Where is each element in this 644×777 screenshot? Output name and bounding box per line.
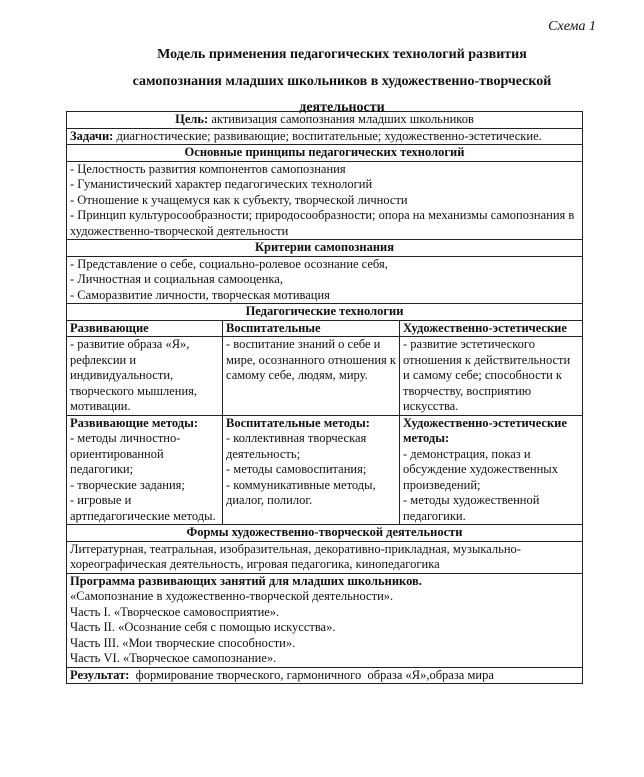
methods-title: Развивающие методы:: [70, 415, 199, 430]
goal-cell: [67, 112, 583, 129]
method-item: - творческие задания;: [70, 477, 185, 492]
column-header-aesthetic: Художественно-эстетические: [400, 320, 583, 337]
principles-heading-row: [67, 145, 583, 162]
forms-heading: Формы художественно-творческой деятельности: [67, 525, 583, 542]
result-cell: [67, 667, 583, 684]
program-line: «Самопознание в художественно-творческой деятельности».: [70, 589, 394, 603]
title-line: самопознания младших школьников в художественно-творческой: [132, 73, 552, 89]
methods-developing: [67, 415, 223, 525]
methods-title: Воспитательные методы:: [226, 415, 370, 430]
forms-heading-row: [67, 525, 583, 542]
technologies-header-row: [67, 320, 583, 337]
criteria-heading-row: [67, 240, 583, 257]
program-line: Часть III. «Мои творческие способности».: [70, 635, 296, 650]
title-line: Модель применения педагогических технологий развития: [157, 47, 527, 62]
principles-row: [67, 161, 583, 240]
goal-label: Цель:: [175, 112, 209, 126]
criteria-heading: Критерии самопознания: [67, 240, 583, 257]
methods-educational: [223, 415, 400, 525]
column-header-developing: Развивающие: [67, 320, 223, 337]
description-educational: - воспитание знаний о себе и мире, осознанного отношения к самому себе, людям, миру.: [223, 337, 400, 416]
principle-item: - Отношение к учащемуся как к субъекту, творческой личности: [70, 192, 408, 207]
tasks-text: диагностические; развивающие; воспитательные; художественно-эстетические.: [113, 128, 542, 143]
column-header-educational: Воспитательные: [223, 320, 400, 337]
principle-item: - Целостность развития компонентов самопознания: [70, 161, 346, 176]
program-row: [67, 573, 583, 667]
method-item: - демонстрация, показ и обсуждение художественных произведений;: [403, 446, 558, 492]
result-row: [67, 667, 583, 684]
goal-text: активизация самопознания младших школьников: [208, 112, 474, 126]
program-cell: [67, 573, 583, 667]
technologies-methods-row: [67, 415, 583, 525]
goal-row: [67, 112, 583, 129]
technologies-heading: Педагогические технологии: [67, 304, 583, 321]
method-item: - коллективная творческая деятельность;: [226, 431, 367, 461]
principle-item: - Принцип культуросообразности; природосообразности; опора на механизмы самопознания в художественно-творческой деятельности: [70, 208, 575, 238]
criteria-item: - Личностная и социальная самооценка,: [70, 272, 283, 286]
program-line: Часть II. «Осознание себя с помощью искусства».: [70, 620, 336, 634]
technologies-description-row: [67, 337, 583, 416]
tasks-row: [67, 128, 583, 145]
technologies-heading-row: [67, 304, 583, 321]
principles-cell: [67, 161, 583, 240]
model-table: [66, 111, 583, 684]
criteria-item: - Представление о себе, социально-ролевое осознание себя,: [70, 256, 388, 271]
forms-text: Литературная, театральная, изобразительная, декоративно-прикладная, музыкально-хореографическая деятельность, игровая педагогика, кинопедагогика: [67, 541, 583, 573]
methods-aesthetic: [400, 415, 583, 525]
program-title: Программа развивающих занятий для младших школьников.: [70, 573, 422, 588]
principles-heading: Основные принципы педагогических технологий: [67, 145, 583, 162]
criteria-row: [67, 256, 583, 304]
description-aesthetic: - развитие эстетического отношения к действительности и самому себе; способности к творчеству, восприятию искусства.: [400, 337, 583, 416]
result-text: формирование творческого, гармоничного образа «Я»,образа мира: [129, 667, 494, 682]
criteria-item: - Саморазвитие личности, творческая мотивация: [70, 287, 330, 302]
title-line: деятельности: [299, 100, 385, 115]
document-title: [66, 42, 618, 122]
methods-title: Художественно-эстетические методы:: [403, 415, 567, 445]
method-item: - методы художественной педагогики.: [403, 493, 540, 523]
method-item: - методы самовоспитания;: [226, 462, 367, 476]
criteria-cell: [67, 256, 583, 304]
tasks-label: Задачи:: [70, 128, 114, 143]
program-line: Часть I. «Творческое самовосприятие».: [70, 604, 280, 619]
method-item: - игровые и артпедагогические методы.: [70, 493, 216, 523]
scheme-label: Схема 1: [548, 19, 596, 34]
forms-row: [67, 541, 583, 573]
description-developing: - развитие образа «Я», рефлексии и индивидуальности, творческого мышления, мотивации.: [67, 337, 223, 416]
result-label: Результат:: [70, 667, 130, 682]
principle-item: - Гуманистический характер педагогических технологий: [70, 177, 373, 191]
tasks-cell: [67, 128, 583, 145]
program-line: Часть VI. «Творческое самопознание».: [70, 651, 277, 665]
method-item: - коммуникативные методы, диалог, полилог.: [226, 477, 376, 507]
method-item: - методы личностно-ориентированной педагогики;: [70, 431, 181, 476]
